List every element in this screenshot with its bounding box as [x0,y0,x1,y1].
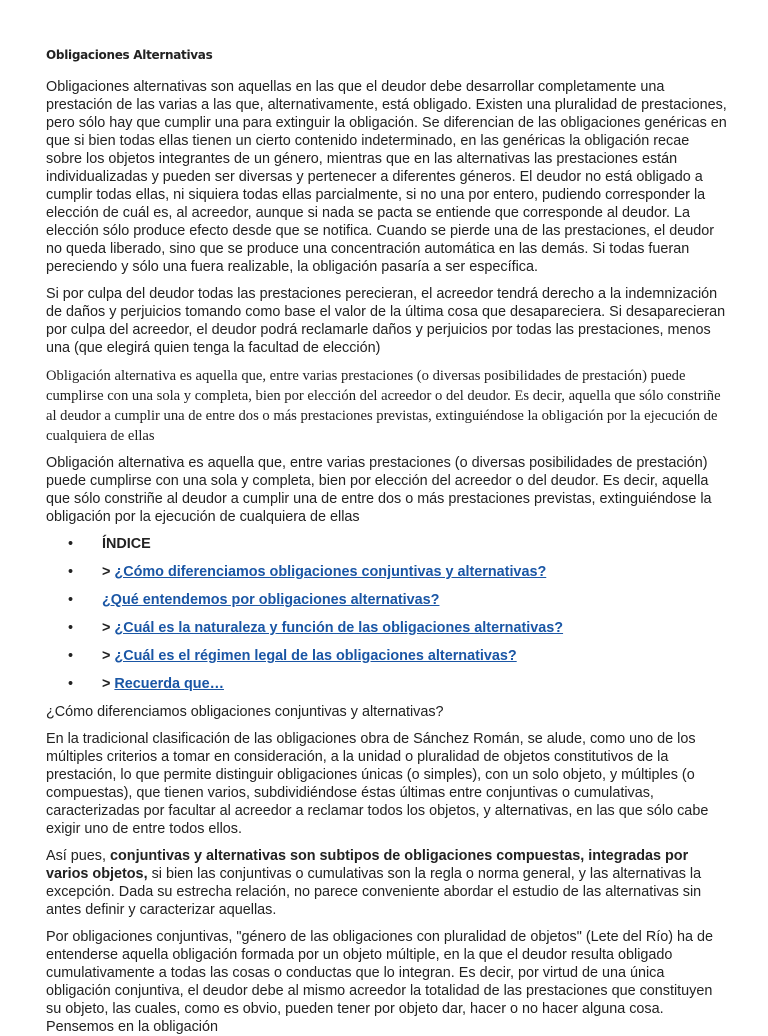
index-list [46,535,728,693]
index-link-naturaleza[interactable]: ¿Cuál es la naturaleza y función de las obligaciones alternativas? [114,620,564,636]
asi-pues-bold: conjuntivas y alternativas son subtipos de obligaciones compuestas, integradas por varios objetos, [46,848,689,882]
paragraph-conjuntivas: Por obligaciones conjuntivas, "género de las obligaciones con pluralidad de objetos" (Lete del Río) ha de entenderse aquella obligación formada por un objeto múltiple, en la que el deudor resulta obligado cumulativamente a todas las cosas o conductas que lo integran. Es decir, por virtud de una única obligación conjuntiva, el deudor debe al mismo acreedor la totalidad de las prestaciones que constituyen su objeto, las cuales, como es obvio, pueden tener por objeto dar, hacer o no hacer alguna cosa. Pensemos en la obligación [46,929,714,1035]
paragraph-definition: Obligaciones alternativas son aquellas en las que el deudor debe desarrollar completamente una prestación de las varias a las que, alternativamente, está obligado. Existen una pluralidad de prestaciones, pero sólo hay que cumplir una para extinguir la obligación. Se diferencian de las obligaciones genéricas en que si bien todas ellas tienen un cierto contenido indeterminado, en las genéricas la obligación recae sobre los objetos integrantes de un género, mientras que en las alternativas las prestaciones están individualizadas y pueden ser diversas y pertenecer a diferentes géneros. El deudor no está obligado a cumplir todas ellas, ni siquiera todas ellas parcialmente, si no una por entero, pudiendo corresponder la elección de cuál es, al acreedor, aunque si nada se pacta se entiende que corresponde al deudor. La elección sólo produce efecto desde que se notifica. Cuando se pierde una de las prestaciones, el deudor no queda liberado, sino que se produce una concentración automática en las demás. Si todas fueran pereciendo y sólo una fuera realizable, la obligación pasaría a ser específica. [46,79,727,275]
index-item-que-entendemos [68,591,728,609]
document-heading: Obligaciones Alternativas [46,48,213,62]
paragraph-definition-repeat: Obligación alternativa es aquella que, entre varias prestaciones (o diversas posibilidades de prestación) puede cumplirse con una sola y completa, bien por elección del acreedor o del deudor. Es decir, aquella que sólo constriñe al deudor a cumplir una de entre dos o más prestaciones previstas, extinguiéndose la obligación por la ejecución de cualquiera de ellas [46,455,712,525]
paragraph-culpa: Si por culpa del deudor todas las prestaciones perecieran, el acreedor tendrá derecho a la indemnización de daños y perjuicios tomando como base el valor de la última cosa que desapareciera. Si desaparecieran por culpa del acreedor, el deudor podrá reclamarle daños y perjuicios por todas las prestaciones, menos una (que elegirá quien tenga la facultad de elección) [46,286,726,356]
index-prefix: > [102,676,115,692]
index-link-regimen[interactable]: ¿Cuál es el régimen legal de las obligaciones alternativas? [114,648,517,664]
index-link-que-entendemos[interactable]: ¿Qué entendemos por obligaciones alternativas? [102,592,440,608]
index-prefix: > [102,564,115,580]
asi-pues-intro: Así pues, [46,848,110,864]
section-question: ¿Cómo diferenciamos obligaciones conjuntivas y alternativas? [46,704,444,720]
index-title [68,535,728,553]
bullet-icon: • [68,536,74,552]
index-item-conjuntivas [68,563,728,581]
bullet-icon: • [68,620,74,636]
index-prefix: > [102,648,115,664]
paragraph-definition-serif: Obligación alternativa es aquella que, entre varias prestaciones (o diversas posibilidades de prestación) puede cumplirse con una sola y completa, bien por elección del acreedor o del deudor. Es decir, aquella que sólo constriñe al deudor a cumplir una de entre dos o más prestaciones previstas, extinguiéndose la obligación por la ejecución de cualquiera de ellas [46,368,721,444]
asi-pues-rest: si bien las conjuntivas o cumulativas son la regla o norma general, y las alternativas la excepción. Dada su estrecha relación, no parece conveniente abordar el estudio de las alternativas sin antes definir y caracterizar aquellas. [46,866,702,918]
index-prefix: > [102,620,115,636]
paragraph-asi-pues [46,847,728,919]
index-item-regimen [68,647,728,665]
bullet-icon: • [68,676,74,692]
paragraph-clasificacion: En la tradicional clasificación de las obligaciones obra de Sánchez Román, se alude, como uno de los múltiples criterios a tomar en consideración, a la unidad o pluralidad de objetos constitutivos de la prestación, lo que permite distinguir obligaciones únicas (o simples), con un solo objeto, y múltiples (o compuestas), que tienen varios, subdividiéndose éstas últimas entre conjuntivas o cumulativas, caracterizadas por facultar al acreedor a reclamar todos los objetos, y alternativas, en las que sólo cabe exigir uno de entre todos ellos. [46,731,709,837]
bullet-icon: • [68,564,74,580]
index-item-recuerda [68,675,728,693]
bullet-icon: • [68,592,74,608]
bullet-icon: • [68,648,74,664]
index-link-recuerda[interactable]: Recuerda que… [114,676,224,692]
index-item-naturaleza [68,619,728,637]
index-link-conjuntivas[interactable]: ¿Cómo diferenciamos obligaciones conjuntivas y alternativas? [114,564,547,580]
index-title-label: ÍNDICE [102,536,151,552]
